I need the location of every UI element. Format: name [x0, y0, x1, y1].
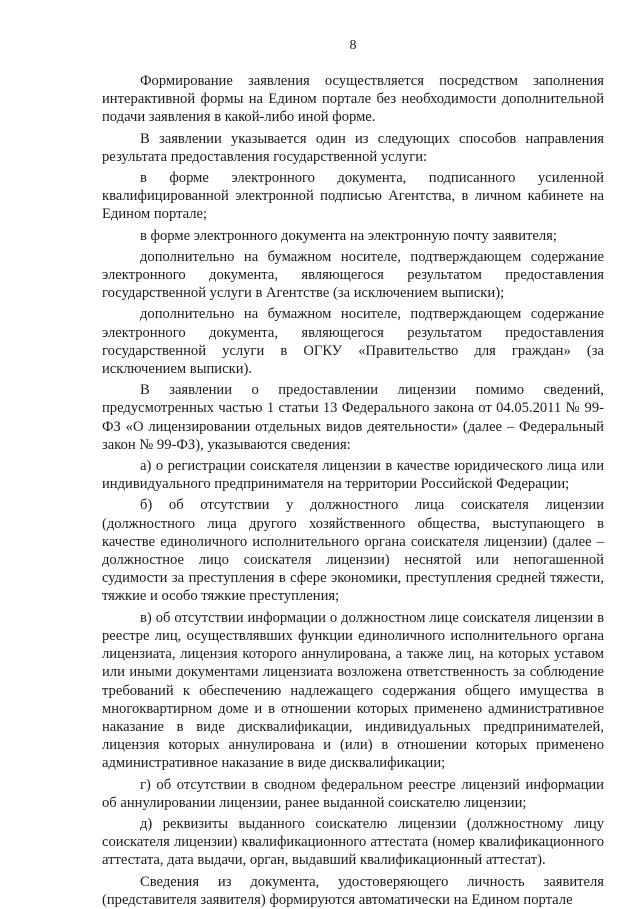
paragraph-7: В заявлении о предоставлении лицензии помимо сведений, предусмотренных частью 1 статьи 13 Федерального закона от 04.05.2011 № 99-ФЗ «О лицензировании отдельных видов деятельности» (далее – Федеральный закон № 99-ФЗ), указываются сведения: [102, 382, 604, 453]
paragraph-13: Сведения из документа, удостоверяющего личность заявителя (представителя заявителя) формируются автоматически на Едином портале [102, 873, 604, 908]
paragraph-10: в) об отсутствии информации о должностном лице соискателя лицензии в реестре лиц, осуществлявших функции единоличного исполнительного органа лицензиата, лицензия которого аннулирована, а также лиц, на которых уставом или иными документами лицензиата возложена ответственность за соблюдение требований к обеспечению надлежащего содержания общего имущества в многоквартирном доме и в отношении которых применено административное наказание в виде дисквалификации, индивидуальных предпринимателей, лицензия которых аннулирована и (или) в отношении которых применено административное наказание в виде дисквалификации; [102, 609, 604, 772]
paragraph-5: дополнительно на бумажном носителе, подтверждающем содержание электронного документа, являющегося результатом предоставления государственной услуги в Агентстве (за исключением выписки); [102, 248, 604, 302]
page-number: 8 [349, 38, 357, 53]
paragraph-6: дополнительно на бумажном носителе, подтверждающем содержание электронного документа, являющегося результатом предоставления государственной услуги в ОГКУ «Правительство для граждан» (за исключением выписки). [102, 306, 604, 378]
paragraph-3: в форме электронного документа, подписанного усиленной квалифицированной электронной подписью Агентства, в личном кабинете на Едином портале; [102, 170, 604, 223]
paragraph-2: В заявлении указывается один из следующих способов направления результата предоставления государственной услуги: [102, 130, 604, 165]
paragraph-8: а) о регистрации соискателя лицензии в качестве юридического лица или индивидуального предпринимателя на территории Российской Федерации; [102, 458, 604, 493]
paragraph-9: б) об отсутствии у должностного лица соискателя лицензии (должностного лица другого хозяйственного общества, выступающего в качестве единоличного исполнительного органа соискателя лицензии) (далее – должностное лицо соискателя лицензии) неснятой или непогашенной судимости за преступления в сфере экономики, преступления средней тяжести, тяжкие и особо тяжкие преступления; [102, 497, 604, 605]
document-body [102, 72, 604, 909]
paragraph-12: д) реквизиты выданного соискателю лицензии (должностному лицу соискателя лицензии) квалификационного аттестата (номер квалификационного аттестата, дата выдачи, орган, выдавший квалификационный аттестат). [102, 815, 604, 869]
paragraph-1: Формирование заявления осуществляется посредством заполнения интерактивной формы на Едином портале без необходимости дополнительной подачи заявления в какой-либо иной форме. [102, 73, 604, 126]
paragraph-11: г) об отсутствии в сводном федеральном реестре лицензий информации об аннулировании лицензии, ранее выданной соискателю лицензии; [102, 776, 604, 811]
paragraph-4: в форме электронного документа на электронную почту заявителя; [140, 227, 557, 244]
